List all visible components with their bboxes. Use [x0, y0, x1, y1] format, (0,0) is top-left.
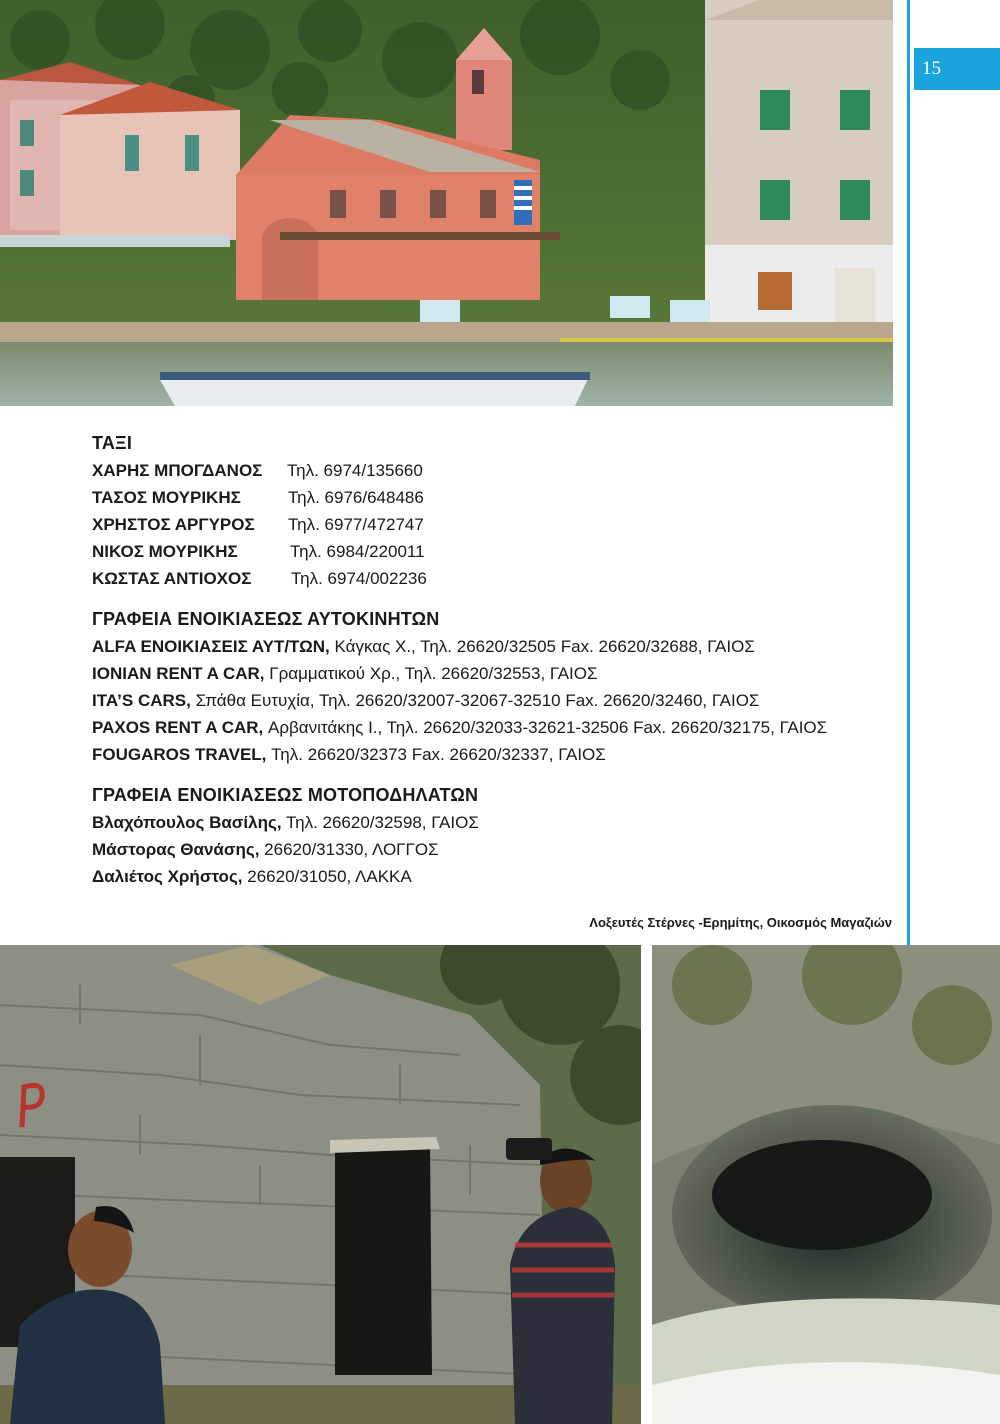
car-rental-name: IONIAN RENT A CAR, [92, 664, 265, 683]
moto-rental-name: Δαλιέτος Χρήστος, [92, 867, 243, 886]
taxi-phone: Τηλ. 6977/472747 [288, 515, 424, 534]
moto-rental-heading: ΓΡΑΦΕΙΑ ΕΝΟΙΚΙΑΣΕΩΣ ΜΟΤΟΠΟΔΗΛΑΤΩΝ [92, 785, 479, 805]
rock-cave-photo [652, 945, 1000, 1424]
moto-rental-entry [92, 809, 892, 836]
taxi-name: ΝΙΚΟΣ ΜΟΥΡΙΚΗΣ [92, 542, 238, 561]
taxi-entry [92, 484, 892, 511]
taxi-entry [92, 538, 892, 565]
car-rental-name: PAXOS RENT A CAR, [92, 718, 264, 737]
stone-cistern-photo [0, 945, 641, 1424]
car-rental-details: Αρβανιτάκης Ι., Τηλ. 26620/32033-32621-32506 Fax. 26620/32175, ΓΑΙΟΣ [268, 718, 828, 737]
page-number-tab [914, 48, 1000, 90]
taxi-entry [92, 565, 892, 592]
taxi-phone: Τηλ. 6976/648486 [288, 488, 424, 507]
directory-text [92, 430, 892, 890]
car-rental-entry [92, 714, 892, 741]
taxi-phone: Τηλ. 6974/002236 [291, 569, 427, 588]
car-rental-entry [92, 633, 892, 660]
moto-rental-details: 26620/31330, ΛΟΓΓΟΣ [264, 840, 439, 859]
moto-rental-details: Τηλ. 26620/32598, ΓΑΙΟΣ [285, 813, 479, 832]
moto-rental-name: Μάστορας Θανάσης, [92, 840, 260, 859]
page-number: 15 [922, 58, 941, 79]
page-edge-rule [907, 0, 910, 945]
car-rental-details: Γραμματικού Χρ., Τηλ. 26620/32553, ΓΑΙΟΣ [269, 664, 598, 683]
car-rental-name: FOUGAROS TRAVEL, [92, 745, 267, 764]
taxi-entry [92, 457, 892, 484]
car-rental-entry [92, 741, 892, 768]
taxi-heading: ΤΑΞΙ [92, 433, 133, 453]
taxi-name: ΚΩΣΤΑΣ ΑΝΤΙΟΧΟΣ [92, 569, 252, 588]
car-rental-entry [92, 687, 892, 714]
car-rental-heading: ΓΡΑΦΕΙΑ ΕΝΟΙΚΙΑΣΕΩΣ ΑΥΤΟΚΙΝΗΤΩΝ [92, 609, 440, 629]
taxi-name: ΧΑΡΗΣ ΜΠΟΓΔΑΝΟΣ [92, 461, 263, 480]
moto-rental-entry [92, 836, 892, 863]
moto-rental-name: Βλαχόπουλος Βασίλης, [92, 813, 282, 832]
car-rental-name: ITA’S CARS, [92, 691, 191, 710]
taxi-entry [92, 511, 892, 538]
car-rental-name: ALFA ΕΝΟΙΚΙΑΣΕΙΣ ΑΥΤ/ΤΩΝ, [92, 637, 330, 656]
moto-rental-entry [92, 863, 892, 890]
car-rental-details: Σπάθα Ευτυχία, Τηλ. 26620/32007-32067-32510 Fax. 26620/32460, ΓΑΙΟΣ [195, 691, 760, 710]
taxi-phone: Τηλ. 6984/220011 [290, 542, 425, 561]
moto-rental-details: 26620/31050, ΛΑΚΚΑ [247, 867, 412, 886]
taxi-name: ΧΡΗΣΤΟΣ ΑΡΓΥΡΟΣ [92, 515, 255, 534]
car-rental-details: Τηλ. 26620/32373 Fax. 26620/32337, ΓΑΙΟΣ [271, 745, 606, 764]
photo-caption: Λοξευτές Στέρνες -Ερημίτης, Οικοσμός Μαγαζιών [589, 915, 892, 930]
car-rental-details: Κάγκας Χ., Τηλ. 26620/32505 Fax. 26620/32688, ΓΑΙΟΣ [334, 637, 755, 656]
taxi-phone: Τηλ. 6974/135660 [287, 461, 423, 480]
harbour-photo [0, 0, 893, 406]
car-rental-entry [92, 660, 892, 687]
taxi-name: ΤΑΣΟΣ ΜΟΥΡΙΚΗΣ [92, 488, 241, 507]
